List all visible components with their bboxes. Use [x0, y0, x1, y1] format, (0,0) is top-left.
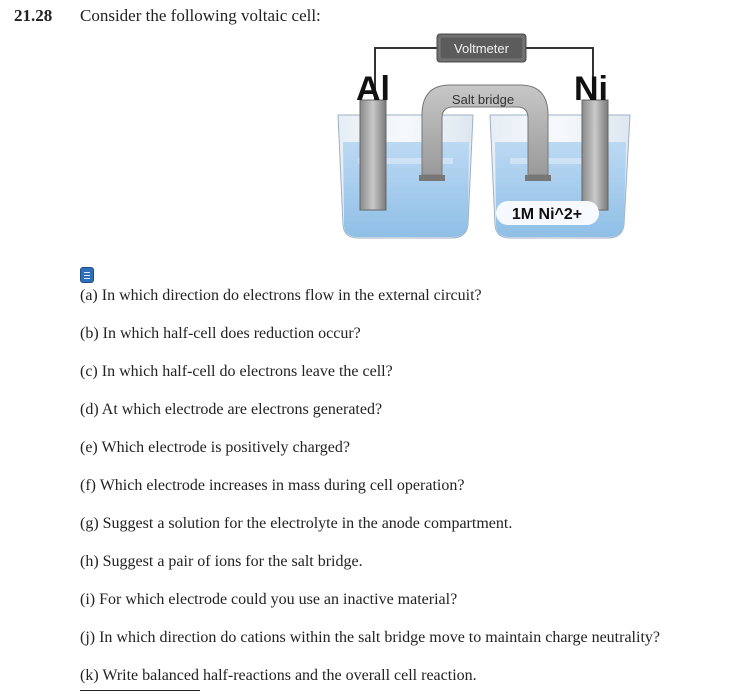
problem-number: 21.28	[14, 6, 53, 25]
voltmeter-label: Voltmeter	[454, 41, 509, 56]
question-b: (b) In which half-cell does reduction occur?	[80, 325, 361, 342]
voltaic-cell-diagram	[330, 30, 640, 245]
question-k: (k) Write balanced half-reactions and the overall cell reaction.	[80, 667, 477, 684]
question-f: (f) Which electrode increases in mass during cell operation?	[80, 477, 465, 494]
nickel-electrode	[582, 100, 608, 210]
question-h: (h) Suggest a pair of ions for the salt bridge.	[80, 553, 363, 570]
question-c: (c) In which half-cell do electrons leave the cell?	[80, 363, 393, 380]
salt-bridge-label: Salt bridge	[451, 92, 515, 107]
underline-divider	[80, 690, 200, 691]
question-d: (d) At which electrode are electrons generated?	[80, 401, 383, 418]
question-i: (i) For which electrode could you use an inactive material?	[80, 591, 458, 608]
question-g: (g) Suggest a solution for the electrolyte in the anode compartment.	[80, 515, 513, 532]
right-electrode-label: Ni	[574, 70, 608, 108]
note-icon[interactable]	[80, 267, 94, 283]
question-a: (a) In which direction do electrons flow in the external circuit?	[80, 287, 482, 304]
problem-intro: Consider the following voltaic cell:	[80, 6, 321, 25]
aluminum-electrode	[360, 100, 386, 210]
left-electrode-label: Al	[356, 70, 390, 108]
question-j: (j) In which direction do cations within the salt bridge move to maintain charge neutrality?	[80, 629, 660, 646]
question-e: (e) Which electrode is positively charged?	[80, 439, 350, 456]
right-solution-label: 1M Ni^2+	[511, 206, 583, 223]
voltmeter	[437, 34, 526, 62]
left-beaker	[338, 115, 473, 238]
